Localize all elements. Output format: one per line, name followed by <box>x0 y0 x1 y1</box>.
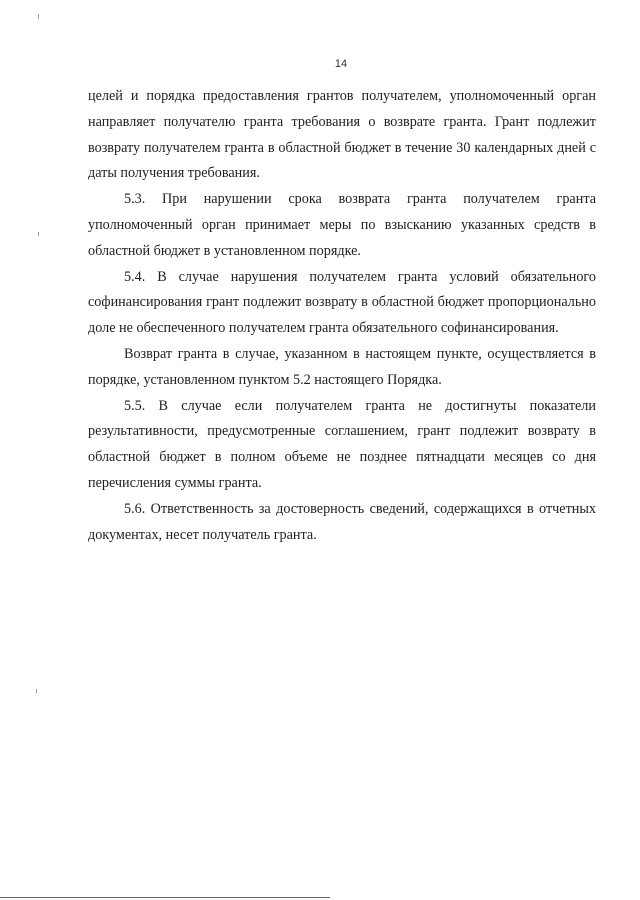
paragraph-5-6: 5.6. Ответственность за достоверность сведений, содержащихся в отчетных документах, несет получатель гранта. <box>88 500 596 543</box>
document-body <box>88 84 596 548</box>
scan-margin-mark <box>36 689 37 693</box>
scan-bottom-edge <box>0 897 330 898</box>
paragraph-5-4-return: Возврат гранта в случае, указанном в настоящем пункте, осуществляется в порядке, установленном пунктом 5.2 настоящего Порядка. <box>88 345 596 388</box>
paragraph-5-5: 5.5. В случае если получателем гранта не достигнуты показатели результативности, предусмотренные соглашением, грант подлежит возврату в областной бюджет в полном объеме не позднее пятнадцати месяцев со дня перечисления суммы гранта. <box>88 397 596 491</box>
page-number: 14 <box>334 58 348 70</box>
paragraph-5-4: 5.4. В случае нарушения получателем гранта условий обязательного софинансирования грант подлежит возврату в областной бюджет пропорционально доле не обеспеченного получателем гранта обязательного софинансирования. <box>88 268 596 337</box>
scan-margin-mark <box>38 14 39 19</box>
paragraph-continuation: целей и порядка предоставления грантов получателем, уполномоченный орган направляет получателю гранта требования о возврате гранта. Грант подлежит возврату получателем гранта в областной бюджет в течение 30 календарных дней с даты получения требования. <box>88 88 596 182</box>
paragraph-5-3: 5.3. При нарушении срока возврата гранта получателем гранта уполномоченный орган принимает меры по взысканию указанных средств в областной бюджет в установленном порядке. <box>88 191 596 259</box>
scan-margin-mark <box>38 232 39 236</box>
